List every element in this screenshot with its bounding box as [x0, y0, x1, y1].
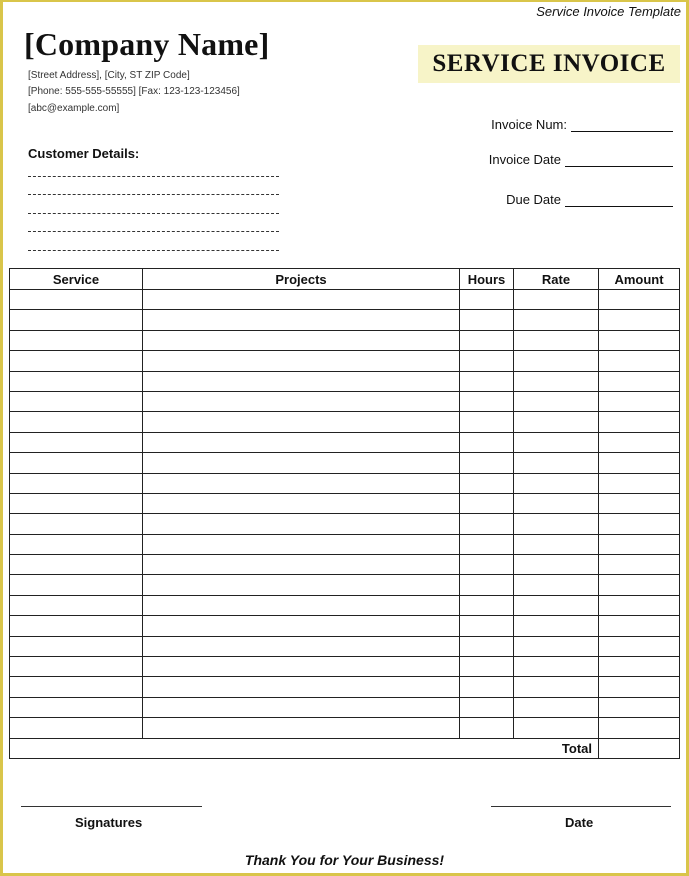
table-row	[10, 391, 680, 411]
service-cell[interactable]	[10, 595, 143, 615]
projects-cell[interactable]	[143, 371, 460, 391]
projects-cell[interactable]	[143, 677, 460, 697]
due-date-blank[interactable]	[565, 194, 673, 207]
amount-cell[interactable]	[599, 677, 680, 697]
amount-cell[interactable]	[599, 616, 680, 636]
table-row	[10, 595, 680, 615]
service-cell[interactable]	[10, 290, 143, 310]
rate-cell[interactable]	[514, 595, 599, 615]
service-cell[interactable]	[10, 616, 143, 636]
rate-cell[interactable]	[514, 432, 599, 452]
rate-cell[interactable]	[514, 330, 599, 350]
invoice-banner-text: SERVICE INVOICE	[432, 50, 666, 77]
amount-cell[interactable]	[599, 412, 680, 432]
amount-cell[interactable]	[599, 330, 680, 350]
projects-cell[interactable]	[143, 616, 460, 636]
hours-cell[interactable]	[460, 351, 514, 371]
table-row	[10, 371, 680, 391]
header-amount: Amount	[599, 269, 680, 290]
header-projects: Projects	[143, 269, 460, 290]
rate-cell[interactable]	[514, 412, 599, 432]
hours-cell[interactable]	[460, 493, 514, 513]
company-address: [Street Address], [City, ST ZIP Code]	[28, 70, 190, 81]
hours-cell[interactable]	[460, 290, 514, 310]
projects-cell[interactable]	[143, 351, 460, 371]
service-cell[interactable]	[10, 432, 143, 452]
total-amount-cell[interactable]	[599, 738, 680, 758]
header-rate: Rate	[514, 269, 599, 290]
customer-line[interactable]	[28, 250, 279, 251]
projects-cell[interactable]	[143, 595, 460, 615]
hours-cell[interactable]	[460, 310, 514, 330]
service-cell[interactable]	[10, 677, 143, 697]
customer-line[interactable]	[28, 213, 279, 214]
service-cell[interactable]	[10, 351, 143, 371]
hours-cell[interactable]	[460, 412, 514, 432]
projects-cell[interactable]	[143, 453, 460, 473]
hours-cell[interactable]	[460, 575, 514, 595]
rate-cell[interactable]	[514, 575, 599, 595]
projects-cell[interactable]	[143, 636, 460, 656]
table-row	[10, 718, 680, 738]
table-row	[10, 412, 680, 432]
amount-cell[interactable]	[599, 310, 680, 330]
projects-cell[interactable]	[143, 575, 460, 595]
rate-cell[interactable]	[514, 657, 599, 677]
projects-cell[interactable]	[143, 412, 460, 432]
hours-cell[interactable]	[460, 677, 514, 697]
projects-cell[interactable]	[143, 555, 460, 575]
service-cell[interactable]	[10, 310, 143, 330]
service-cell[interactable]	[10, 697, 143, 717]
hours-cell[interactable]	[460, 391, 514, 411]
hours-cell[interactable]	[460, 534, 514, 554]
company-phone-fax: [Phone: 555-555-55555] [Fax: 123-123-123456]	[28, 86, 240, 97]
rate-cell[interactable]	[514, 697, 599, 717]
service-cell[interactable]	[10, 391, 143, 411]
hours-cell[interactable]	[460, 432, 514, 452]
table-row	[10, 514, 680, 534]
company-email: [abc@example.com]	[28, 103, 120, 114]
total-label: Total	[10, 738, 599, 758]
amount-cell[interactable]	[599, 657, 680, 677]
hours-cell[interactable]	[460, 453, 514, 473]
projects-cell[interactable]	[143, 330, 460, 350]
projects-cell[interactable]	[143, 432, 460, 452]
amount-cell[interactable]	[599, 514, 680, 534]
table-row	[10, 657, 680, 677]
signatures-label: Signatures	[75, 815, 143, 830]
rate-cell[interactable]	[514, 616, 599, 636]
invoice-date-label: Invoice Date	[488, 152, 561, 167]
table-row	[10, 473, 680, 493]
rate-cell[interactable]	[514, 555, 599, 575]
projects-cell[interactable]	[143, 514, 460, 534]
total-row	[10, 738, 680, 758]
service-cell[interactable]	[10, 493, 143, 513]
hours-cell[interactable]	[460, 514, 514, 534]
hours-cell[interactable]	[460, 371, 514, 391]
date-line[interactable]	[491, 806, 671, 807]
template-title: Service Invoice Template	[536, 4, 681, 19]
hours-cell[interactable]	[460, 473, 514, 493]
invoice-num-field[interactable]	[491, 117, 673, 132]
table-header-row	[10, 269, 680, 290]
amount-cell[interactable]	[599, 575, 680, 595]
service-cell[interactable]	[10, 555, 143, 575]
invoice-date-field[interactable]	[489, 152, 673, 167]
table-row	[10, 555, 680, 575]
customer-line[interactable]	[28, 231, 279, 232]
invoice-date-blank[interactable]	[565, 154, 673, 167]
rate-cell[interactable]	[514, 290, 599, 310]
signature-line[interactable]	[21, 806, 202, 807]
projects-cell[interactable]	[143, 493, 460, 513]
hours-cell[interactable]	[460, 330, 514, 350]
rate-cell[interactable]	[514, 493, 599, 513]
header-hours: Hours	[460, 269, 514, 290]
table-row	[10, 330, 680, 350]
rate-cell[interactable]	[514, 677, 599, 697]
service-cell[interactable]	[10, 636, 143, 656]
amount-cell[interactable]	[599, 473, 680, 493]
customer-line[interactable]	[28, 176, 279, 177]
rate-cell[interactable]	[514, 351, 599, 371]
table-row	[10, 310, 680, 330]
header-service: Service	[10, 269, 143, 290]
amount-cell[interactable]	[599, 534, 680, 554]
amount-cell[interactable]	[599, 493, 680, 513]
customer-details-label: Customer Details:	[28, 146, 140, 161]
table-row	[10, 575, 680, 595]
rate-cell[interactable]	[514, 718, 599, 738]
rate-cell[interactable]	[514, 636, 599, 656]
table-row	[10, 290, 680, 310]
service-cell[interactable]	[10, 657, 143, 677]
table-row	[10, 351, 680, 371]
rate-cell[interactable]	[514, 514, 599, 534]
amount-cell[interactable]	[599, 555, 680, 575]
rate-cell[interactable]	[514, 371, 599, 391]
table-row	[10, 453, 680, 473]
amount-cell[interactable]	[599, 595, 680, 615]
service-cell[interactable]	[10, 330, 143, 350]
due-date-label: Due Date	[506, 192, 561, 207]
projects-cell[interactable]	[143, 534, 460, 554]
hours-cell[interactable]	[460, 636, 514, 656]
projects-cell[interactable]	[143, 290, 460, 310]
hours-cell[interactable]	[460, 697, 514, 717]
hours-cell[interactable]	[460, 657, 514, 677]
table-row	[10, 636, 680, 656]
hours-cell[interactable]	[460, 616, 514, 636]
company-name: [Company Name]	[24, 26, 270, 62]
rate-cell[interactable]	[514, 453, 599, 473]
invoice-num-label: Invoice Num:	[491, 117, 567, 132]
amount-cell[interactable]	[599, 371, 680, 391]
projects-cell[interactable]	[143, 310, 460, 330]
customer-line[interactable]	[28, 194, 279, 195]
amount-cell[interactable]	[599, 718, 680, 738]
service-cell[interactable]	[10, 453, 143, 473]
service-cell[interactable]	[10, 534, 143, 554]
hours-cell[interactable]	[460, 718, 514, 738]
invoice-num-blank[interactable]	[571, 119, 673, 132]
rate-cell[interactable]	[514, 391, 599, 411]
service-cell[interactable]	[10, 575, 143, 595]
projects-cell[interactable]	[143, 473, 460, 493]
hours-cell[interactable]	[460, 595, 514, 615]
projects-cell[interactable]	[143, 657, 460, 677]
table-row	[10, 493, 680, 513]
projects-cell[interactable]	[143, 391, 460, 411]
service-cell[interactable]	[10, 473, 143, 493]
items-table	[9, 268, 680, 759]
service-cell[interactable]	[10, 412, 143, 432]
table-row	[10, 432, 680, 452]
service-cell[interactable]	[10, 718, 143, 738]
rate-cell[interactable]	[514, 310, 599, 330]
amount-cell[interactable]	[599, 453, 680, 473]
thank-you-message: Thank You for Your Business!	[244, 852, 445, 868]
projects-cell[interactable]	[143, 697, 460, 717]
amount-cell[interactable]	[599, 697, 680, 717]
amount-cell[interactable]	[599, 636, 680, 656]
rate-cell[interactable]	[514, 473, 599, 493]
service-cell[interactable]	[10, 371, 143, 391]
due-date-field[interactable]	[506, 192, 673, 207]
table-row	[10, 697, 680, 717]
rate-cell[interactable]	[514, 534, 599, 554]
invoice-banner	[418, 45, 680, 83]
date-label: Date	[565, 815, 594, 830]
table-row	[10, 677, 680, 697]
amount-cell[interactable]	[599, 351, 680, 371]
table-row	[10, 616, 680, 636]
projects-cell[interactable]	[143, 718, 460, 738]
amount-cell[interactable]	[599, 432, 680, 452]
amount-cell[interactable]	[599, 391, 680, 411]
hours-cell[interactable]	[460, 555, 514, 575]
service-cell[interactable]	[10, 514, 143, 534]
table-row	[10, 534, 680, 554]
amount-cell[interactable]	[599, 290, 680, 310]
